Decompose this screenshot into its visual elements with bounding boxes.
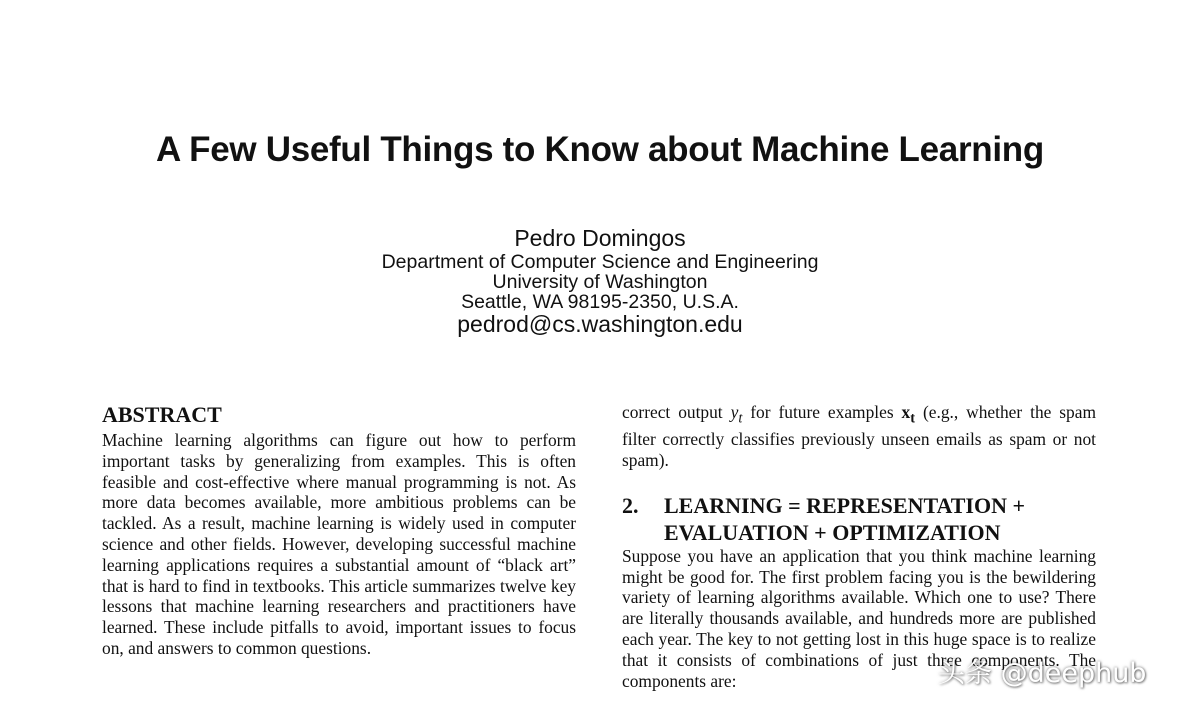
paper-title: A Few Useful Things to Know about Machine Learning [156, 130, 1044, 169]
section-text: Suppose you have an application that you think machine learning might be good for. The first problem facing you is the bewildering variety of learning algorithms available. Which one to use? There are literally thousands available, and hundreds more are published each year. The key to not getting lost in this huge space is to realize that it consists of combinations of just three components. The components are: [622, 545, 1096, 691]
left-column [102, 402, 576, 659]
continuation-text-start: correct output [622, 402, 731, 422]
section-heading [622, 492, 1096, 546]
abstract-heading: ABSTRACT [102, 402, 222, 427]
watermark: 头条 @deephub [938, 658, 1147, 689]
author-name: Pedro Domingos [514, 225, 686, 251]
author-email: pedrod@cs.washington.edu [457, 311, 743, 337]
abstract-text: Machine learning algorithms can figure out how to perform important tasks by generalizing from examples. This is often feasible and cost-effective where manual programming is not. As more data becomes available, more ambitious problems can be tackled. As a result, machine learning is widely used in computer science and other fields. However, developing successful machine learning applications requires a substantial amount of “black art” that is hard to find in textbooks. This article summarizes twelve key lessons that machine learning researchers and practitioners have learned. These include pitfalls to avoid, important issues to focus on, and answers to common questions. [102, 430, 576, 658]
continuation-text-mid: for future examples [742, 402, 902, 422]
section-title: LEARNING = REPRESENTATION + EVALUATION + OPTIMIZATION [664, 492, 1026, 545]
continuation-paragraph [622, 402, 1096, 471]
right-column [622, 402, 1096, 691]
author-block [0, 224, 1200, 336]
section-number: 2. [622, 492, 639, 518]
author-university: University of Washington [492, 271, 708, 293]
math-x: $x_t$ [901, 402, 916, 427]
author-department: Department of Computer Science and Engineering [381, 251, 819, 273]
continuation-text-end: (e.g., whether the spam filter correctly classifies previously unseen emails as spam or not spam). [622, 402, 1097, 471]
math-y: $y_t$ [730, 402, 743, 427]
author-address: Seattle, WA 98195-2350, U.S.A. [461, 291, 739, 313]
